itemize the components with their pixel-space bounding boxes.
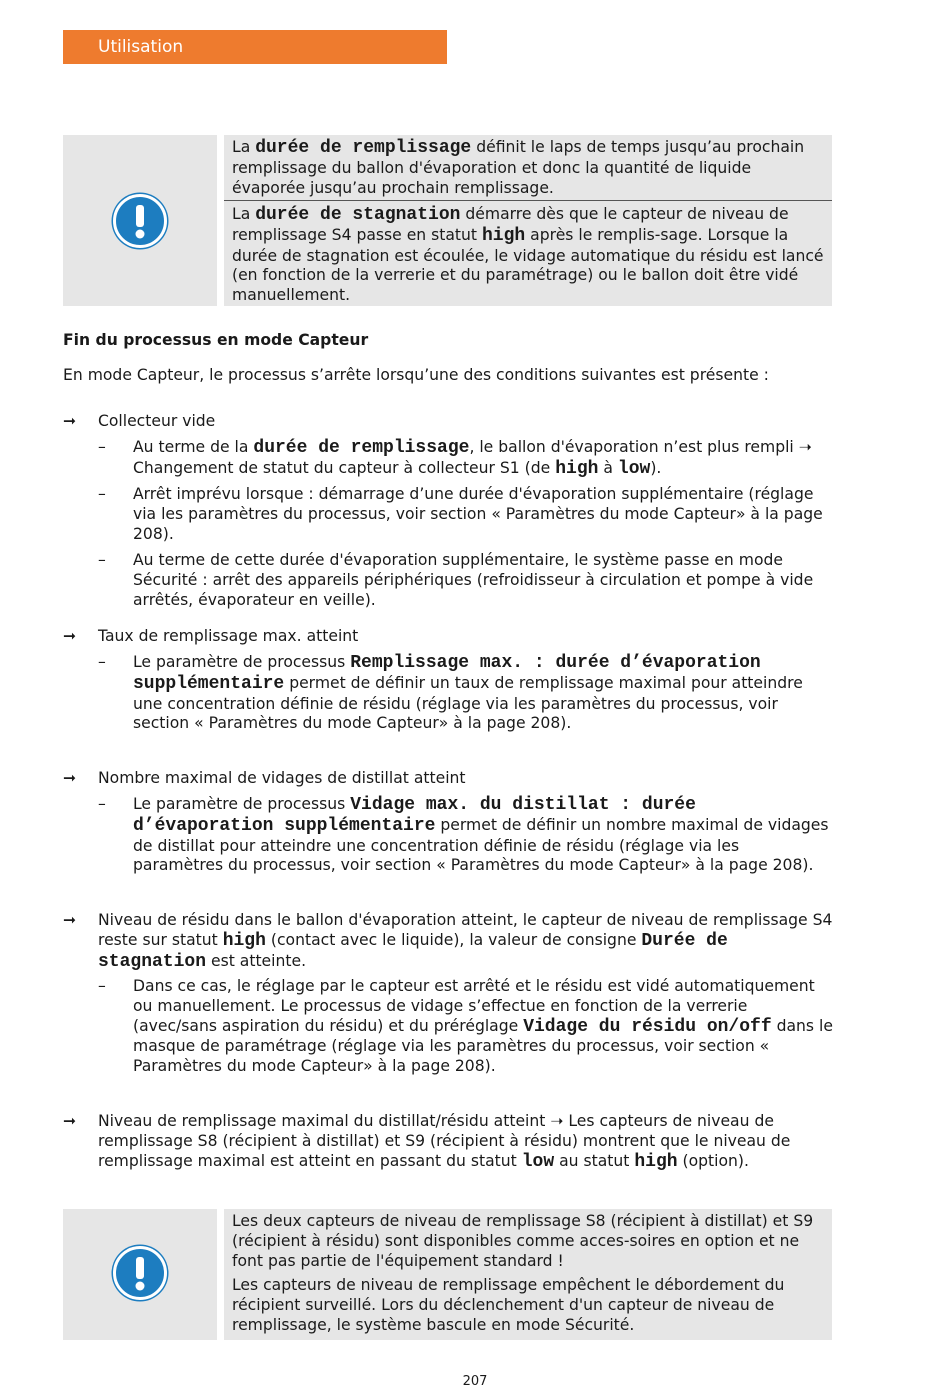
section-intro: En mode Capteur, le processus s’arrête lorsqu’une des conditions suivantes est présente :: [63, 366, 769, 384]
small-arrow-icon: ➝: [550, 1112, 564, 1130]
note-icon-cell: [63, 1209, 217, 1340]
page-number: 207: [462, 1374, 488, 1389]
exclamation-info-icon: [113, 194, 167, 248]
section-heading: Fin du processus en mode Capteur: [63, 331, 369, 349]
condition-item: [63, 769, 833, 789]
exclamation-info-icon: [113, 1246, 167, 1300]
status-high: high: [634, 1151, 678, 1172]
status-high: high: [482, 225, 526, 246]
dash-bullet: –: [98, 438, 106, 456]
arrow-bullet-icon: ➞: [63, 911, 77, 929]
dash-bullet: –: [98, 977, 106, 995]
condition-detail: – Arrêt imprévu lorsque : démarrage d’une durée d'évaporation supplémentaire (réglage via les paramètres du processus, voir section « Paramètres du mode Capteur» à la page 208).: [98, 485, 823, 543]
condition-item: [63, 627, 833, 647]
condition-label: Collecteur vide: [98, 412, 216, 430]
note-text-cell: [224, 135, 832, 306]
dash-bullet: –: [98, 485, 106, 503]
note-paragraph: Les capteurs de niveau de remplissage empêchent le débordement du récipient surveillé. Lors du déclenchement d'un capteur de niveau de remplissage, le système bascule en mode Sécurité.: [232, 1276, 785, 1334]
condition-detail: – Le paramètre de processus Vidage max. du distillat : durée d’évaporation supplémentaire permet de définir un nombre maximal de vidages de distillat pour atteindre une concentration définie de résidu (réglage via les paramètres du processus, voir section « Paramètres du mode Capteur» à la page 208).: [98, 795, 829, 875]
term-duree-remplissage: durée de remplissage: [255, 138, 472, 158]
condition-detail: – Au terme de cette durée d'évaporation supplémentaire, le système passe en mode Sécurité : arrêt des appareils périphériques (refroidisseur à circulation et pompe à vide arrêtés, évaporateur en veille).: [98, 551, 814, 609]
arrow-bullet-icon: ➞: [63, 769, 77, 787]
condition-detail: – Dans ce cas, le réglage par le capteur est arrêté et le résidu est vidé automatiquement ou manuellement. Le processus de vidage s’effectue en fonction de la verrerie (avec/sans aspiration du résidu) et du préréglage Vidage du résidu on/off dans le masque de paramétrage (réglage via les paramètres du processus, voir section « Paramètres du mode Capteur» à la page 208).: [98, 977, 833, 1076]
param-duree-stagnation: Durée de stagnation: [98, 930, 728, 972]
note-paragraph: Les deux capteurs de niveau de remplissage S8 (récipient à distillat) et S9 (récipient à résidu) sont disponibles comme acces-soires en option et ne font pas partie de l'équipement standard !: [232, 1212, 814, 1270]
arrow-bullet-icon: ➞: [63, 412, 77, 430]
note-paragraph: La durée de stagnation démarre dès que le capteur de niveau de remplissage S4 passe en statut high après le remplis-sage. Lorsque la durée de stagnation est écoulée, le vidage automatique du résidu est lancé (en fonction de la verrerie et du paramétrage) ou le ballon doit être vidé manuellement.: [232, 205, 824, 305]
term-duree-stagnation: durée de stagnation: [255, 205, 461, 225]
status-high: high: [555, 458, 599, 479]
condition-label: Taux de remplissage max. atteint: [98, 627, 359, 645]
note-text-cell: [224, 1209, 832, 1340]
param-remplissage-max: Remplissage max. : durée d’évaporation supplémentaire: [133, 653, 761, 694]
status-high: high: [222, 930, 266, 951]
dash-bullet: –: [98, 795, 106, 813]
note-paragraph: La durée de remplissage définit le laps de temps jusqu’au prochain remplissage du ballon d'évaporation et donc la quantité de liquide évaporée jusqu’au prochain remplissage.: [232, 138, 805, 197]
status-low: low: [617, 458, 651, 479]
term-duree-remplissage: durée de remplissage: [253, 438, 470, 458]
param-vidage-residu: Vidage du résidu on/off: [523, 1016, 772, 1037]
condition-item: [63, 412, 833, 432]
small-arrow-icon: ➝: [798, 438, 812, 456]
param-vidage-max-distillat: Vidage max. du distillat : durée d’évaporation supplémentaire: [133, 795, 696, 836]
arrow-bullet-icon: ➞: [63, 1112, 77, 1130]
section-header-label: Utilisation: [98, 37, 184, 57]
condition-item: ➞ Niveau de remplissage maximal du distillat/résidu atteint ➝ Les capteurs de niveau de remplissage S8 (récipient à distillat) et S9 (récipient à résidu) montrent que le niveau de remplissage maximal est atteint en passant du statut low au statut high (option).: [63, 1112, 791, 1172]
condition-detail: – Au terme de la durée de remplissage, le ballon d'évaporation n’est plus rempli ➝ Changement de statut du capteur à collecteur S1 (de high à low).: [98, 438, 812, 479]
condition-label: Nombre maximal de vidages de distillat atteint: [98, 769, 466, 787]
section-header-bar: [63, 30, 447, 64]
arrow-bullet-icon: ➞: [63, 627, 77, 645]
condition-item: ➞ Niveau de résidu dans le ballon d'évaporation atteint, le capteur de niveau de remplissage S4 reste sur statut high (contact avec le liquide), la valeur de consigne Durée de stagnation est atteinte.: [63, 911, 833, 972]
dash-bullet: –: [98, 653, 106, 671]
condition-detail: – Le paramètre de processus Remplissage max. : durée d’évaporation supplémentaire permet de définir un taux de remplissage maximal pour atteindre une concentration définie de résidu (réglage via les paramètres du processus, voir section « Paramètres du mode Capteur» à la page 208).: [98, 653, 803, 733]
dash-bullet: –: [98, 551, 106, 569]
note-icon-cell: [63, 135, 217, 306]
status-low: low: [521, 1151, 555, 1172]
